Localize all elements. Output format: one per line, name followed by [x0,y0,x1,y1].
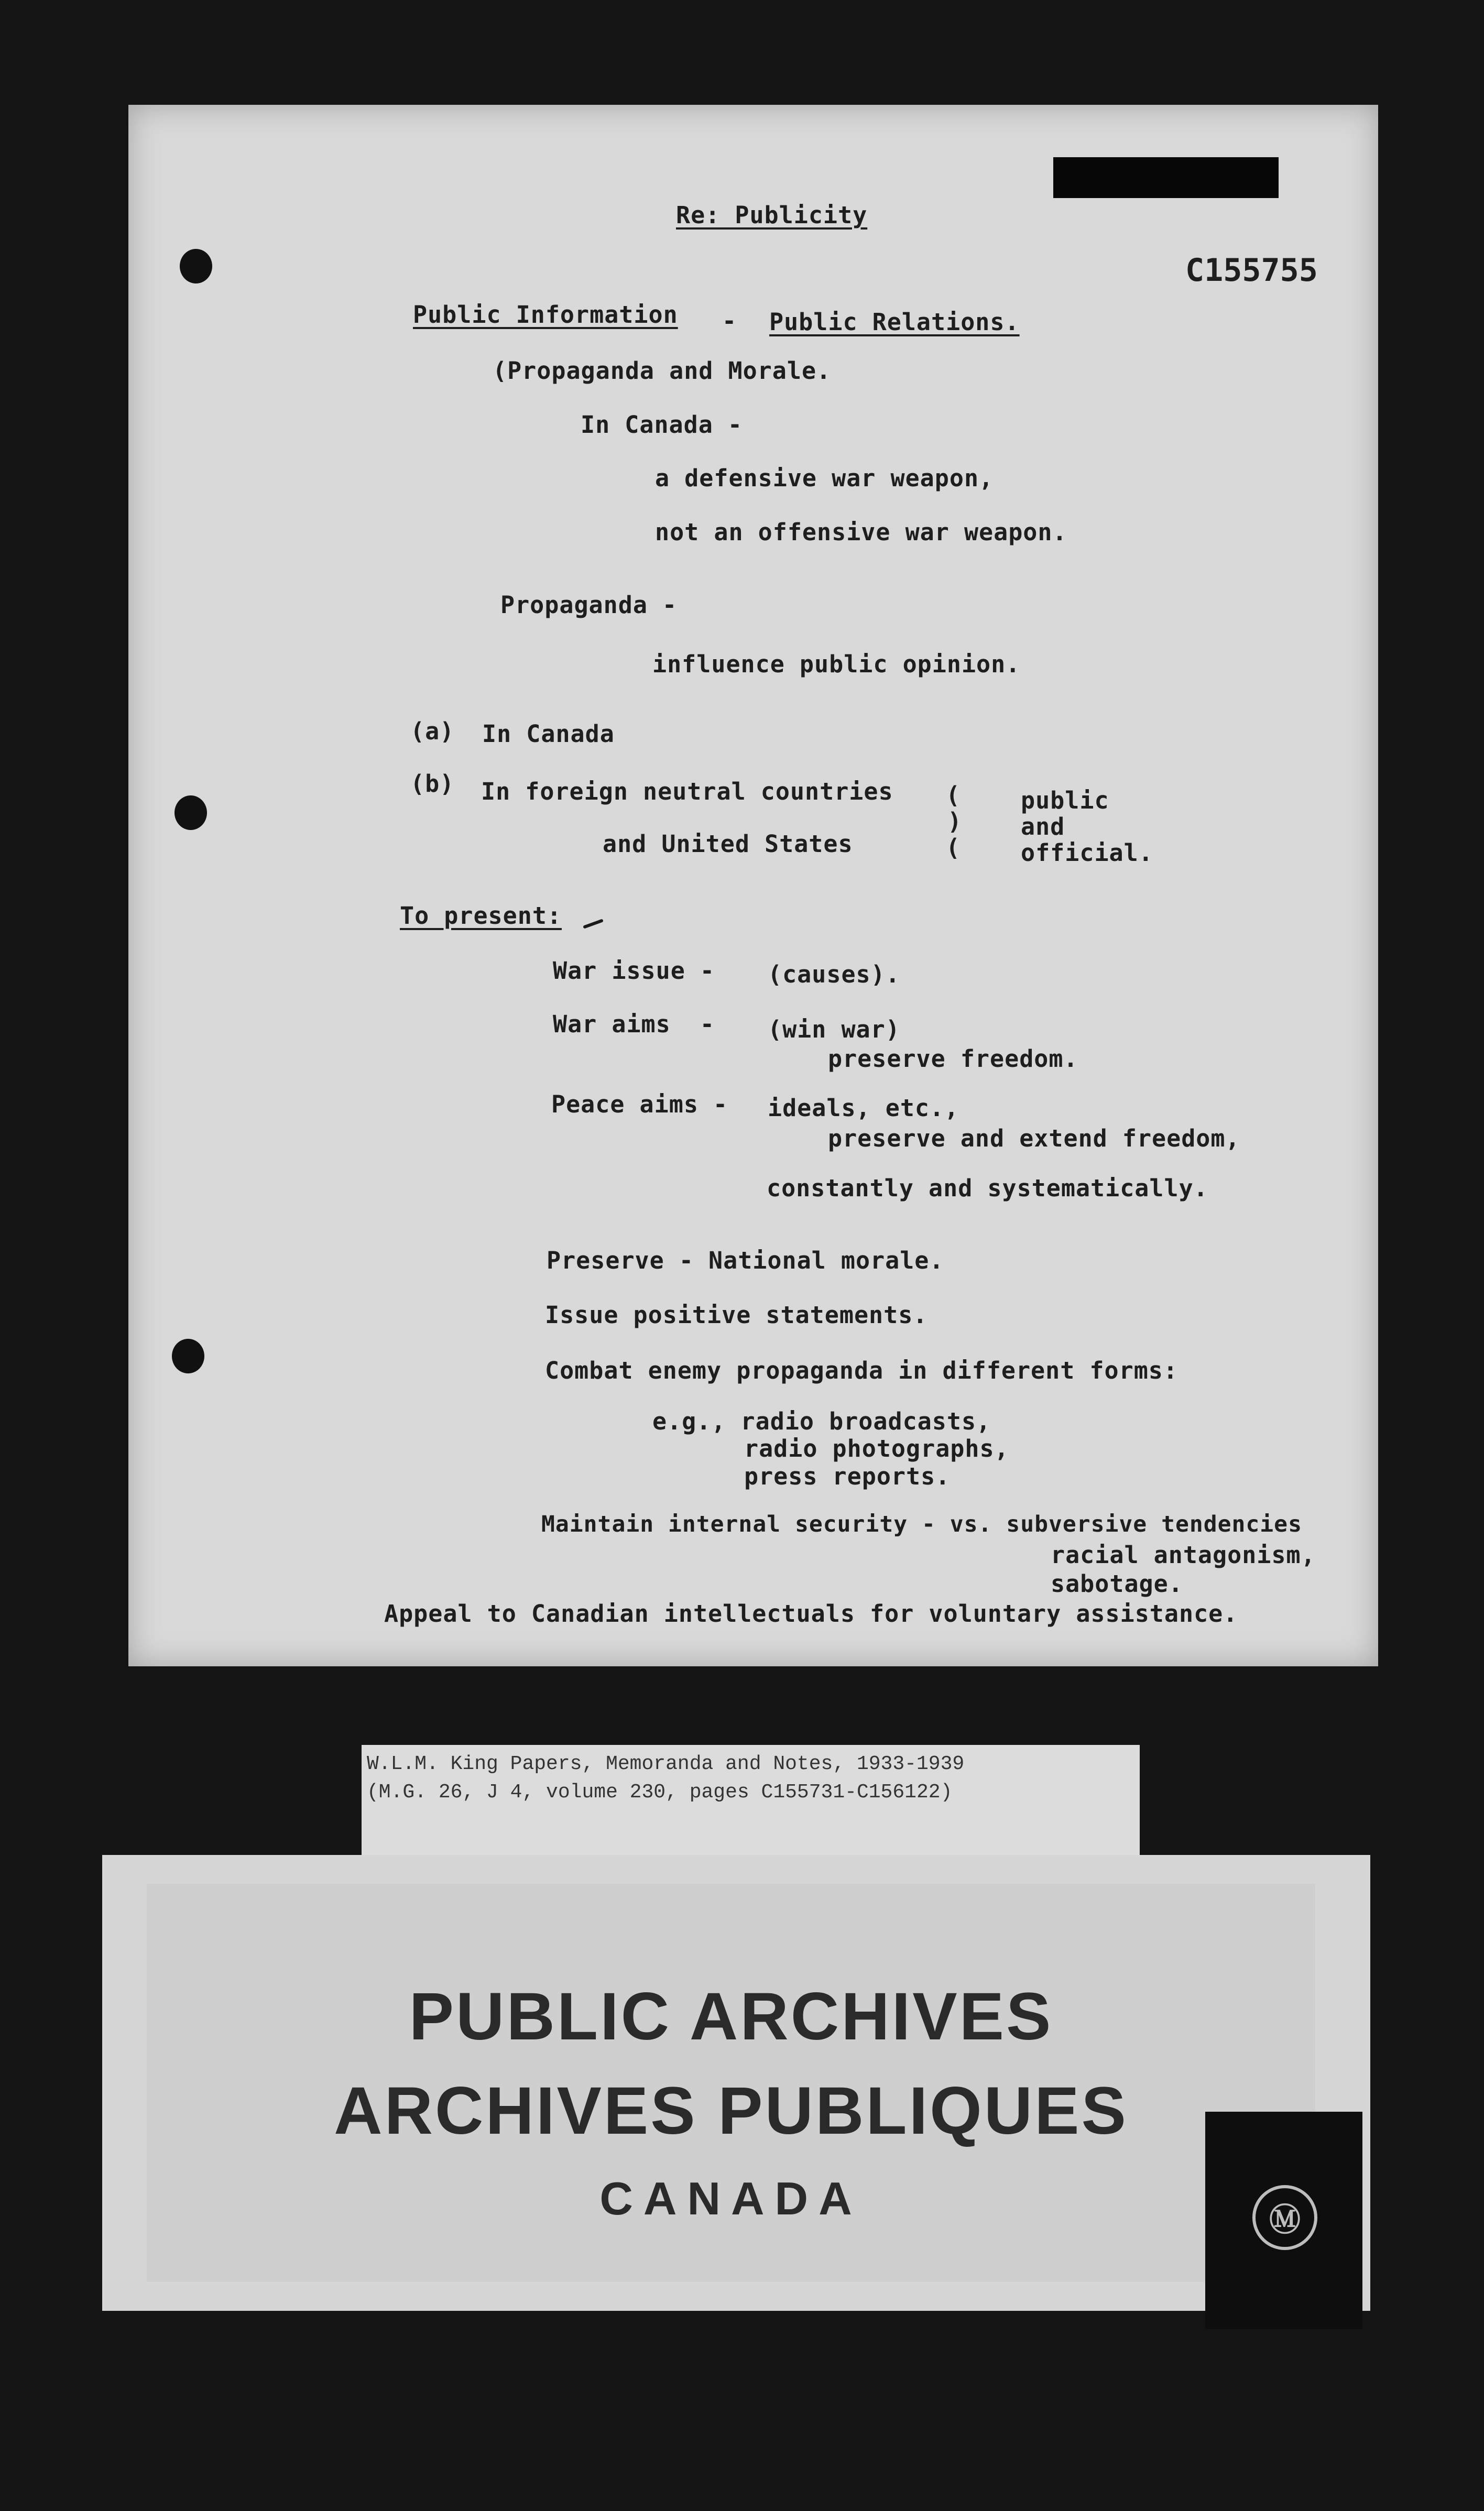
line-maintain-security: Maintain internal security - vs. subversive tendencies [541,1511,1302,1537]
line-eg-radio-photographs: radio photographs, [744,1435,1009,1462]
punch-hole-top [180,249,212,283]
archives-plate-inner [147,1884,1315,2282]
document-number: C155755 [1185,252,1318,289]
archives-plate [102,1855,1370,2311]
archives-line-english: PUBLIC ARCHIVES [409,1979,1053,2054]
archives-seal-icon: Ⓜ [1252,2185,1317,2250]
bracket-official: official. [1021,839,1153,867]
item-b-text-line-2: and United States [603,830,853,858]
bracket-and: and [1021,813,1065,840]
war-aims-value-2: preserve freedom. [828,1045,1078,1073]
paren-close: ) [947,807,963,835]
redaction-bar [1053,157,1279,198]
bracket-public: public [1021,787,1109,814]
line-appeal: Appeal to Canadian intellectuals for voluntary assistance. [384,1600,1238,1628]
line-influence: influence public opinion. [652,650,1021,678]
line-constantly: constantly and systematically. [767,1174,1208,1202]
war-aims-label: War aims - [553,1010,715,1038]
paren-open-1: ( [946,781,961,809]
heading-dash: - [722,307,737,335]
document-title: Re: Publicity [676,201,868,229]
line-eg-press-reports: press reports. [744,1462,951,1490]
reference-line-1: W.L.M. King Papers, Memoranda and Notes, 1933-1939 [367,1753,965,1775]
line-offensive-weapon: not an offensive war weapon. [655,518,1067,546]
line-racial-antagonism: racial antagonism, [1051,1541,1316,1569]
archives-line-canada: CANADA [599,2172,863,2224]
line-combat-propaganda: Combat enemy propaganda in different forms: [545,1357,1178,1384]
punch-hole-middle [174,795,207,830]
peace-aims-label: Peace aims - [551,1090,728,1118]
line-issue-statements: Issue positive statements. [545,1301,928,1329]
archives-seal-box [1205,2112,1362,2329]
item-b-marker: (b) [410,770,455,798]
line-propaganda-morale: (Propaganda and Morale. [493,357,832,385]
punch-hole-bottom [172,1339,204,1373]
to-present-heading: To present: [400,902,562,930]
line-preserve-morale: Preserve - National morale. [547,1247,944,1274]
reference-line-2: (M.G. 26, J 4, volume 230, pages C155731-C156122) [367,1781,953,1804]
heading-public-relations: Public Relations. [769,308,1020,336]
archives-line-french: ARCHIVES PUBLIQUES [334,2073,1128,2148]
heading-public-information: Public Information [413,301,678,329]
paren-open-2: ( [946,834,961,861]
war-issue-label: War issue - [553,957,715,985]
line-sabotage: sabotage. [1051,1570,1183,1598]
item-b-text-line-1: In foreign neutral countries [481,778,893,805]
peace-aims-value-1: ideals, etc., [768,1094,959,1122]
item-a-marker: (a) [410,717,455,745]
line-in-canada: In Canada - [581,411,743,439]
war-aims-value-1: (win war) [768,1016,900,1043]
peace-aims-value-2: preserve and extend freedom, [828,1125,1240,1152]
line-propaganda: Propaganda - [500,591,678,619]
line-eg-radio-broadcasts: e.g., radio broadcasts, [652,1407,991,1435]
item-a-text: In Canada [482,720,615,748]
reference-label [362,1745,1140,1858]
war-issue-value: (causes). [768,960,900,988]
line-defensive-weapon: a defensive war weapon, [655,464,994,492]
